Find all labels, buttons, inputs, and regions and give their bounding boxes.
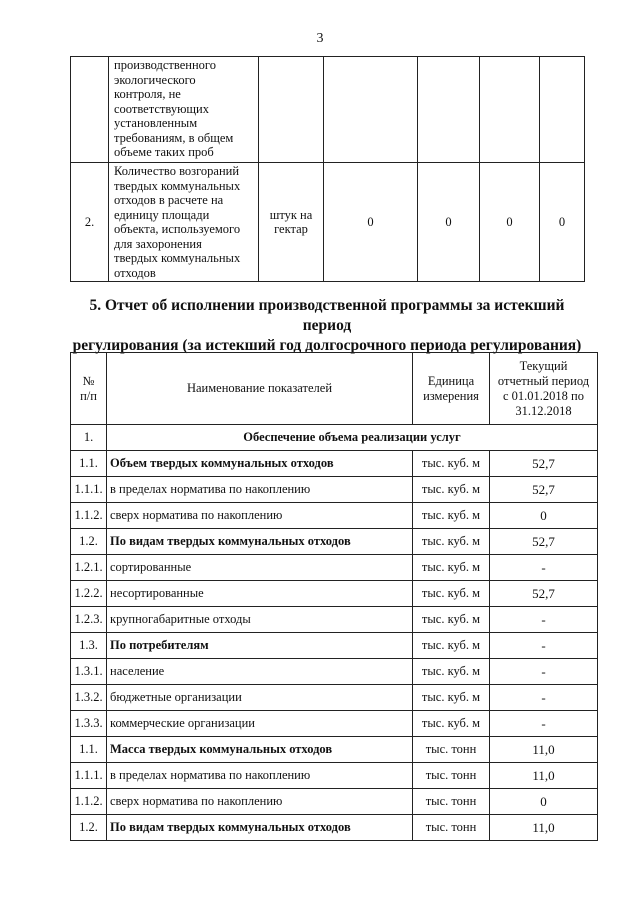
indicator-name-cell: бюджетные организации bbox=[107, 685, 413, 711]
unit-cell: тыс. куб. м bbox=[413, 711, 490, 737]
value-cell: 52,7 bbox=[490, 451, 598, 477]
unit-cell: тыс. куб. м bbox=[413, 503, 490, 529]
indicator-name-cell: По потребителям bbox=[107, 633, 413, 659]
table-row bbox=[71, 57, 585, 163]
row-number-cell: 1.1. bbox=[71, 451, 107, 477]
unit-cell bbox=[259, 163, 324, 282]
text-line: для захоронения bbox=[114, 236, 202, 251]
indicator-name-cell: крупногабаритные отходы bbox=[107, 607, 413, 633]
table-row bbox=[71, 815, 598, 841]
header-name: Наименование показателей bbox=[107, 353, 413, 425]
indicator-name-cell bbox=[109, 163, 259, 282]
table-row bbox=[71, 763, 598, 789]
value-cell: 52,7 bbox=[490, 529, 598, 555]
header-number bbox=[71, 353, 107, 425]
header-text: измерения bbox=[423, 388, 479, 403]
table-row bbox=[71, 685, 598, 711]
text-line: отходов в расчете на bbox=[114, 193, 224, 207]
text-line: гектар bbox=[274, 222, 308, 236]
row-number-cell: 1. bbox=[71, 425, 107, 451]
unit-cell: тыс. куб. м bbox=[413, 581, 490, 607]
row-number-cell: 2. bbox=[71, 163, 109, 282]
indicator-name-cell: сверх норматива по накоплению bbox=[107, 789, 413, 815]
section-title bbox=[70, 296, 584, 356]
header-unit bbox=[413, 353, 490, 425]
indicator-name-cell: Объем твердых коммунальных отходов bbox=[107, 451, 413, 477]
value-cell: - bbox=[490, 555, 598, 581]
row-number-cell: 1.3.3. bbox=[71, 711, 107, 737]
value-cell bbox=[480, 57, 540, 163]
group-row bbox=[71, 425, 598, 451]
header-text: отчетный период bbox=[497, 373, 590, 388]
value-cell: 52,7 bbox=[490, 581, 598, 607]
value-cell: - bbox=[490, 659, 598, 685]
row-number-cell: 1.3.1. bbox=[71, 659, 107, 685]
text-line: твердых коммунальных bbox=[114, 178, 241, 193]
text-line: соответствующих bbox=[114, 101, 209, 116]
unit-cell: тыс. куб. м bbox=[413, 659, 490, 685]
table-row bbox=[71, 555, 598, 581]
value-cell: 11,0 bbox=[490, 815, 598, 841]
indicator-name-cell: население bbox=[107, 659, 413, 685]
value-cell bbox=[418, 57, 480, 163]
text-line: твердых коммунальных bbox=[114, 251, 241, 265]
indicator-name-cell: сортированные bbox=[107, 555, 413, 581]
unit-cell: тыс. куб. м bbox=[413, 633, 490, 659]
unit-cell: тыс. тонн bbox=[413, 789, 490, 815]
value-cell: 0 bbox=[490, 503, 598, 529]
indicator-name-cell: сверх норматива по накоплению bbox=[107, 503, 413, 529]
value-cell: 0 bbox=[418, 163, 480, 282]
row-number-cell: 1.1.2. bbox=[71, 789, 107, 815]
header-period bbox=[490, 353, 598, 425]
table-row bbox=[71, 477, 598, 503]
table-row bbox=[71, 529, 598, 555]
text-line: объекта, используемого bbox=[114, 222, 241, 236]
header-text: 31.12.2018 bbox=[515, 403, 572, 418]
indicator-name-cell: в пределах норматива по накоплению bbox=[107, 763, 413, 789]
value-cell: - bbox=[490, 711, 598, 737]
unit-cell: тыс. куб. м bbox=[413, 685, 490, 711]
group-title-cell: Обеспечение объема реализации услуг bbox=[107, 425, 598, 451]
header-row bbox=[71, 353, 598, 425]
unit-cell: тыс. куб. м bbox=[413, 607, 490, 633]
table-row bbox=[71, 711, 598, 737]
text-line: требованиям, в общем bbox=[114, 130, 234, 145]
indicator-name-cell: в пределах норматива по накоплению bbox=[107, 477, 413, 503]
value-cell: 0 bbox=[480, 163, 540, 282]
unit-cell: тыс. куб. м bbox=[413, 529, 490, 555]
row-number-cell bbox=[71, 57, 109, 163]
report-table bbox=[70, 352, 598, 841]
row-number-cell: 1.2.2. bbox=[71, 581, 107, 607]
text-line: установленным bbox=[114, 116, 198, 130]
section-title-line: 5. Отчет об исполнении производственной программы за истекший период bbox=[89, 297, 565, 334]
text-line: объеме таких проб bbox=[114, 145, 214, 159]
value-cell: - bbox=[490, 607, 598, 633]
indicator-name-cell: коммерческие организации bbox=[107, 711, 413, 737]
row-number-cell: 1.1.1. bbox=[71, 477, 107, 503]
header-text: Текущий bbox=[519, 358, 568, 373]
value-cell bbox=[540, 57, 585, 163]
text-line: единицу площади bbox=[114, 207, 210, 222]
text-line: штук на bbox=[269, 207, 313, 222]
value-cell: 0 bbox=[540, 163, 585, 282]
unit-cell bbox=[259, 57, 324, 163]
unit-cell: тыс. тонн bbox=[413, 815, 490, 841]
row-number-cell: 1.2. bbox=[71, 529, 107, 555]
indicator-name-cell: По видам твердых коммунальных отходов bbox=[107, 815, 413, 841]
unit-cell: тыс. куб. м bbox=[413, 451, 490, 477]
value-cell: 11,0 bbox=[490, 737, 598, 763]
unit-cell: тыс. тонн bbox=[413, 737, 490, 763]
value-cell: 52,7 bbox=[490, 477, 598, 503]
row-number-cell: 1.2.3. bbox=[71, 607, 107, 633]
header-text: Единица bbox=[427, 373, 475, 388]
header-text: п/п bbox=[80, 388, 97, 403]
value-cell: 11,0 bbox=[490, 763, 598, 789]
text-line: отходов bbox=[114, 265, 156, 280]
table-row bbox=[71, 633, 598, 659]
text-line: контроля, не bbox=[114, 87, 181, 101]
header-text: № bbox=[82, 373, 95, 388]
row-number-cell: 1.2.1. bbox=[71, 555, 107, 581]
table-row bbox=[71, 163, 585, 282]
value-cell: 0 bbox=[324, 163, 418, 282]
unit-cell: тыс. куб. м bbox=[413, 555, 490, 581]
table-row bbox=[71, 789, 598, 815]
table-row bbox=[71, 503, 598, 529]
top-table bbox=[70, 56, 585, 282]
unit-cell: тыс. тонн bbox=[413, 763, 490, 789]
table-row bbox=[71, 607, 598, 633]
indicator-name-cell: Масса твердых коммунальных отходов bbox=[107, 737, 413, 763]
table-row bbox=[71, 659, 598, 685]
row-number-cell: 1.3. bbox=[71, 633, 107, 659]
value-cell bbox=[324, 57, 418, 163]
text-line: производственного bbox=[114, 58, 216, 72]
table-row bbox=[71, 737, 598, 763]
row-number-cell: 1.3.2. bbox=[71, 685, 107, 711]
indicator-name-cell: По видам твердых коммунальных отходов bbox=[107, 529, 413, 555]
row-number-cell: 1.1.1. bbox=[71, 763, 107, 789]
value-cell: - bbox=[490, 633, 598, 659]
text-line: экологического bbox=[114, 72, 196, 87]
section-title-line: регулирования (за истекший год долгосрочного периода регулирования) bbox=[72, 337, 582, 354]
text-line: Количество возгораний bbox=[114, 164, 240, 178]
row-number-cell: 1.1.2. bbox=[71, 503, 107, 529]
value-cell: 0 bbox=[490, 789, 598, 815]
indicator-name-cell bbox=[109, 57, 259, 163]
table-row bbox=[71, 581, 598, 607]
indicator-name-cell: несортированные bbox=[107, 581, 413, 607]
unit-cell: тыс. куб. м bbox=[413, 477, 490, 503]
row-number-cell: 1.2. bbox=[71, 815, 107, 841]
value-cell: - bbox=[490, 685, 598, 711]
row-number-cell: 1.1. bbox=[71, 737, 107, 763]
page-number: 3 bbox=[316, 31, 324, 46]
table-row bbox=[71, 451, 598, 477]
header-text: с 01.01.2018 по bbox=[503, 388, 584, 403]
